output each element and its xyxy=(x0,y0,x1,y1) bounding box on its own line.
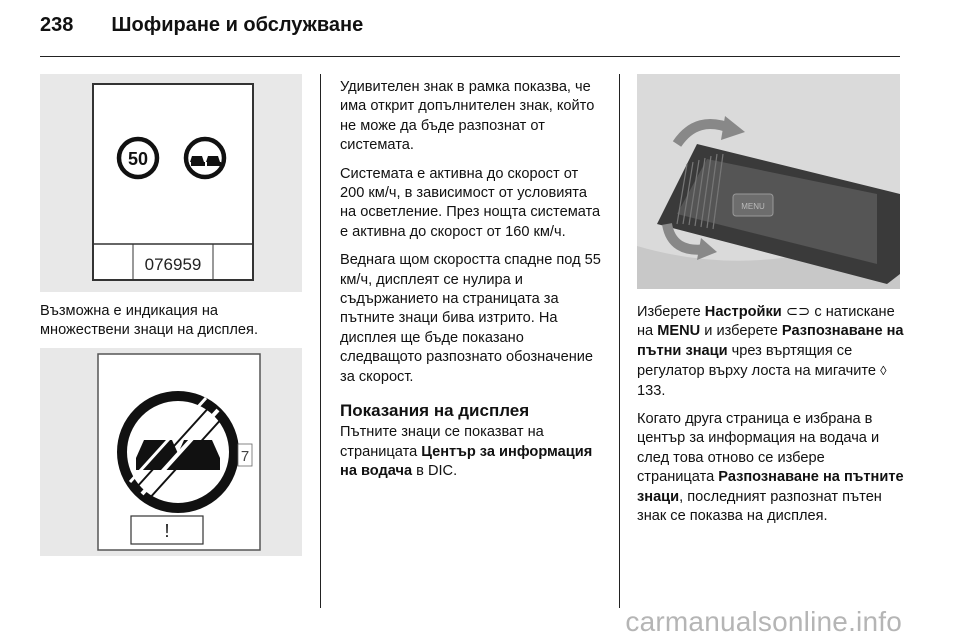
header-rule xyxy=(40,56,900,57)
paragraph-reset: Веднага щом скоростта спадне под 55 км/ч, дисплеят се нулира и съдържанието на страницата за пътните знаци бива изтрито. На дисплея ще бъде показано следващото разпознато обозначение за скорост. xyxy=(340,252,601,385)
section-title: Шофиране и обслужване xyxy=(111,14,364,36)
paragraph-other-page: Когато друга страница е избрана в център за информация на водача и след това отново се избере страницата Разпознаване на пътните знаци, последният разпознат пътен знак се показва на дисплея. xyxy=(637,411,904,525)
page-number: 238 xyxy=(40,14,74,36)
side-number: 7 xyxy=(240,448,250,465)
middle-column-text xyxy=(340,78,606,490)
no-overtaking-sign-icon xyxy=(186,139,224,177)
menu-button-label: MENU xyxy=(741,202,765,211)
figure-turn-signal-lever xyxy=(637,74,900,289)
speed-limit-value: 50 xyxy=(127,149,149,169)
car-settings-icon: ⊂⊃ xyxy=(781,304,811,320)
display-code: 076959 xyxy=(144,255,202,274)
right-column-text xyxy=(637,303,905,535)
watermark: carmanualsonline.info xyxy=(625,606,902,637)
sign-illustration xyxy=(40,348,302,556)
cross-reference-icon: ◊ xyxy=(880,363,887,379)
dic-page-name: Център за информация на водача xyxy=(340,443,593,479)
page-header xyxy=(40,14,363,37)
display-illustration xyxy=(40,74,302,292)
figure-display-multiple-signs xyxy=(40,74,302,292)
speed-limit-sign-icon xyxy=(119,139,157,177)
paragraph-dic-page: Пътните знаци се показват на страницата Център за информация на водача в DIC. xyxy=(340,424,593,479)
end-of-no-overtaking-sign-icon xyxy=(122,396,234,508)
figure1-caption: Възможна е индикация на множествени знаци на дисплея. xyxy=(40,303,258,339)
figure-unrecognized-sign xyxy=(40,348,302,556)
paragraph-select-settings: Изберете Настройки ⊂⊃ с натискане на MENU и изберете Разпознаване на пътни знаци чрез въртящия се регулатор върху лоста на мигачите ◊ 133. xyxy=(637,304,904,399)
paragraph-speed-range: Системата е активна до скорост от 200 км/ч, в зависимост от условията на осветление. През нощта системата е активна до скорост от 160 км/ч. xyxy=(340,165,601,240)
lever-illustration xyxy=(637,74,900,289)
column-divider-right xyxy=(619,74,620,608)
heading-display-indications: Показания на дисплея xyxy=(340,401,530,421)
column-divider-left xyxy=(320,74,321,608)
unrecognized-sign-mark: ! xyxy=(164,521,170,541)
paragraph-exclamation: Удивителен знак в рамка показва, че има открит допълнителен знак, който не може да бъде разпознат от системата. xyxy=(340,79,595,154)
